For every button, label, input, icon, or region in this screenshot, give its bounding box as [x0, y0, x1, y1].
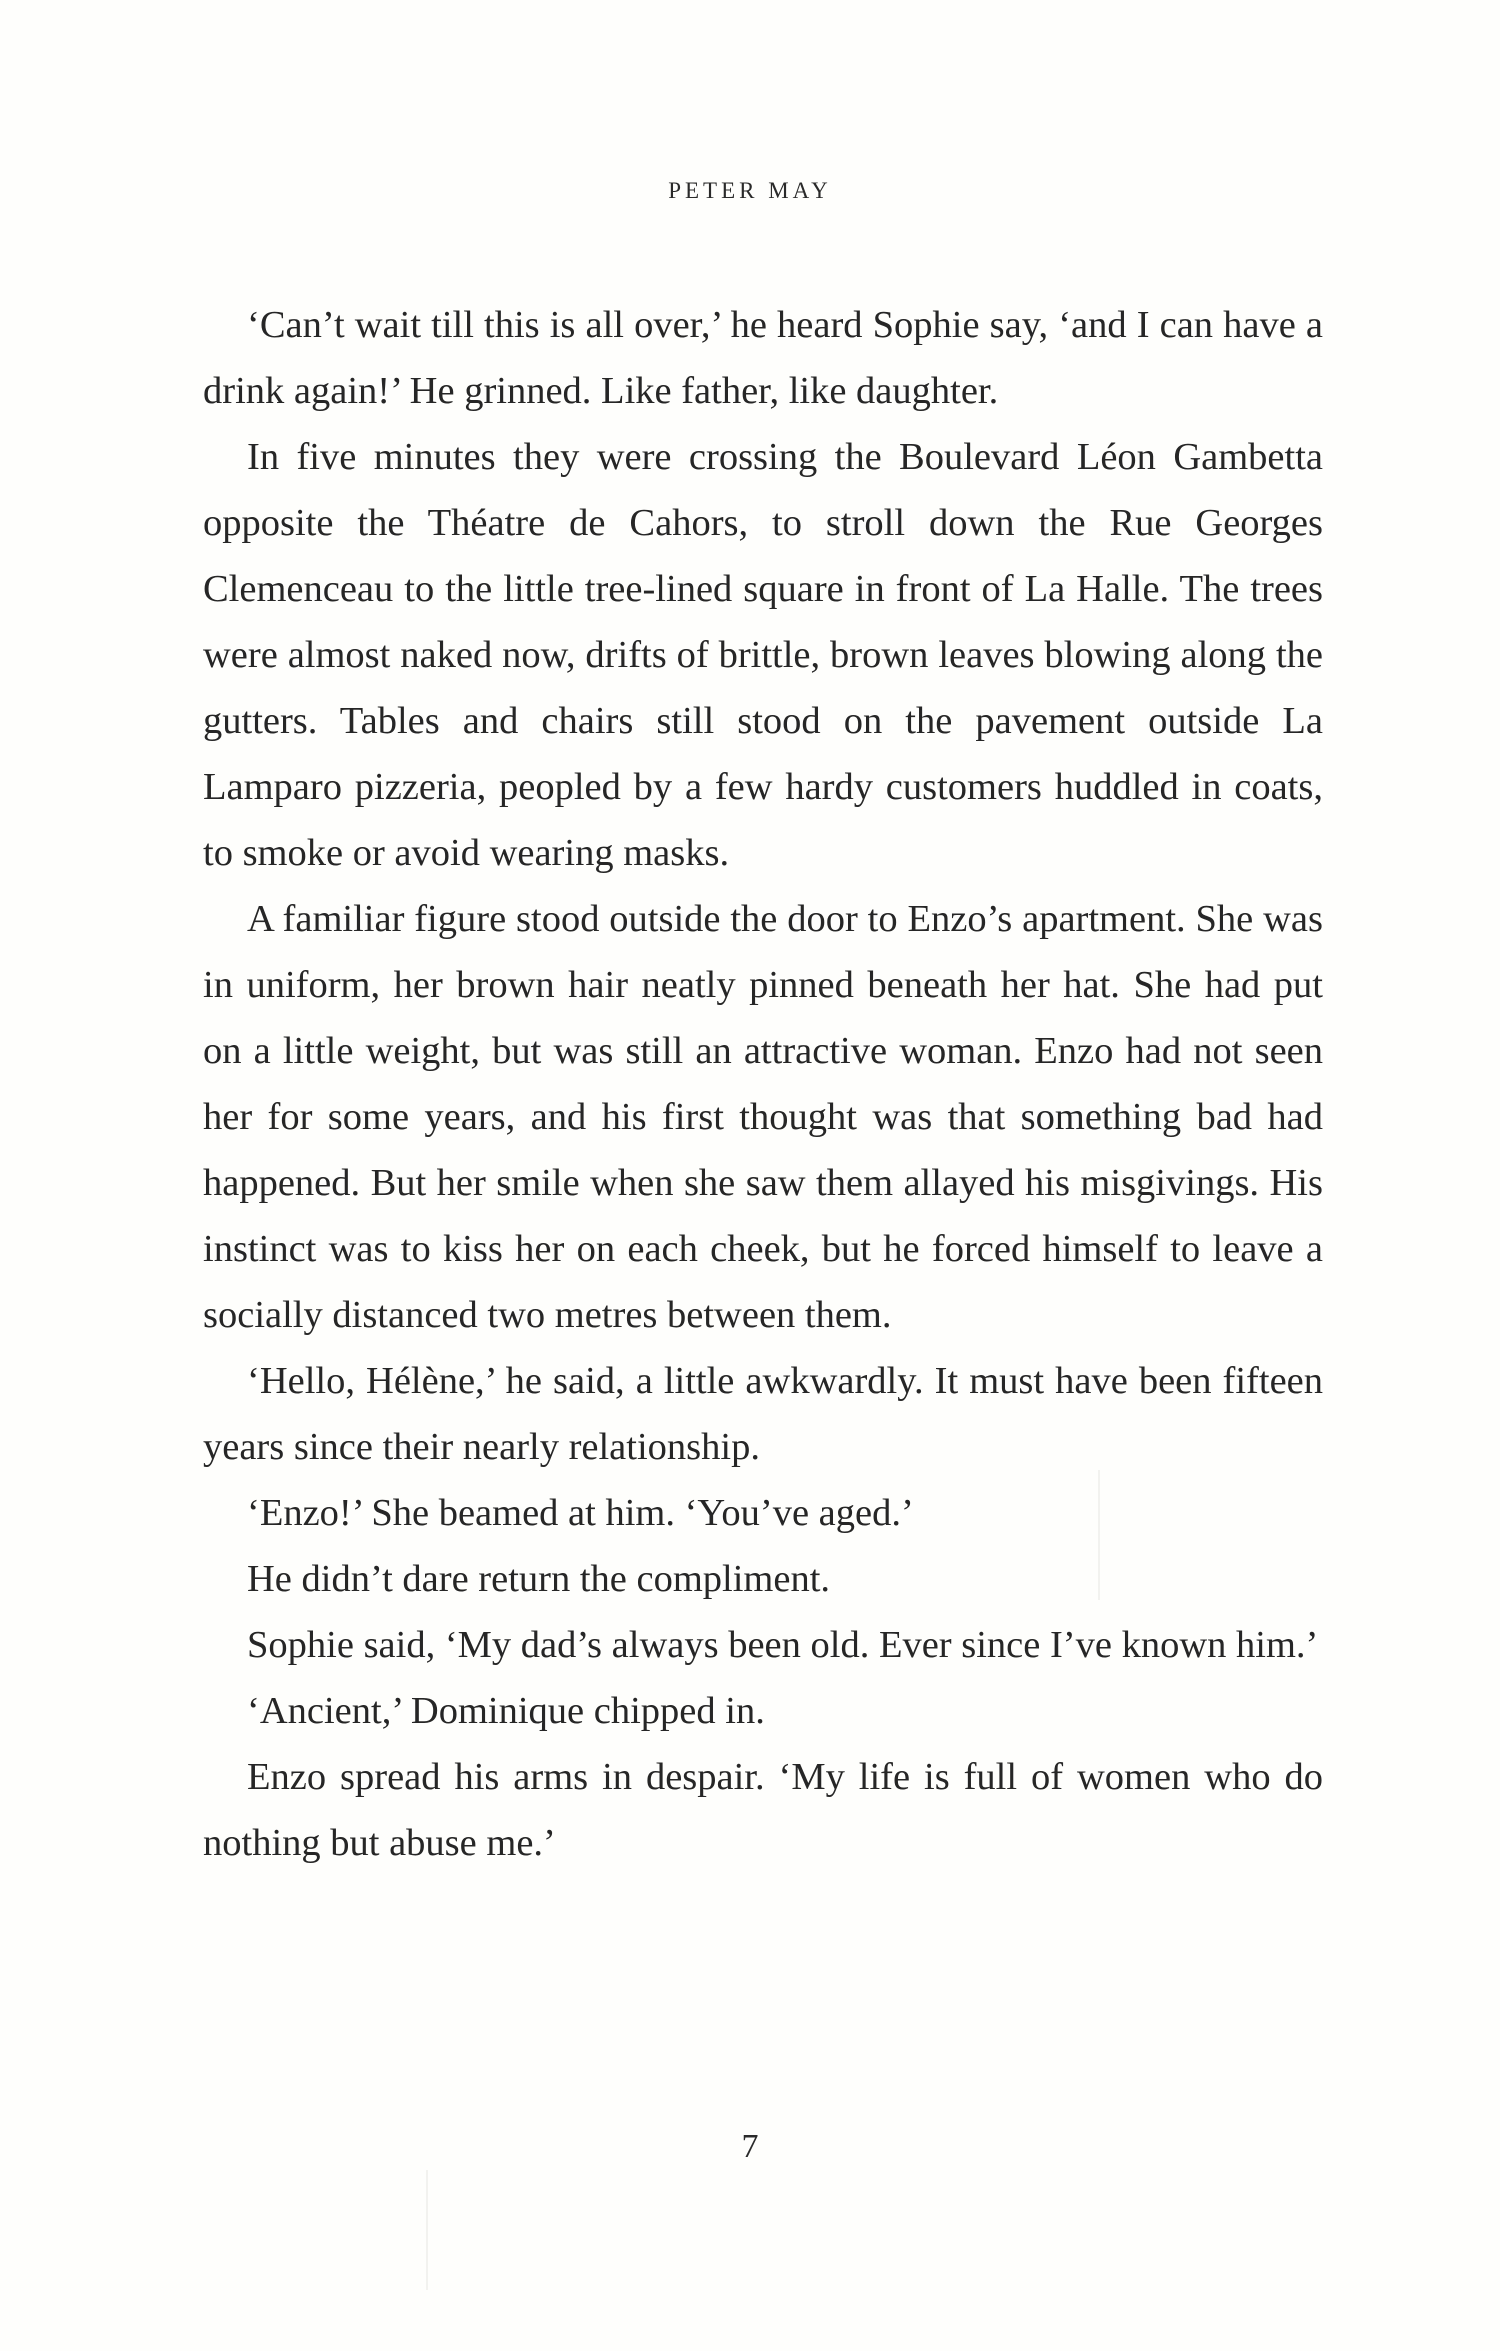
paragraph: ‘Enzo!’ She beamed at him. ‘You’ve aged.’ [247, 1492, 914, 1534]
paragraph: Enzo spread his arms in despair. ‘My life is full of women who do nothing but abuse me.’ [203, 1756, 1323, 1864]
paragraph: ‘Can’t wait till this is all over,’ he heard Sophie say, ‘and I can have a drink again!’ He grinned. Like father, like daughter. [203, 304, 1323, 412]
paragraph: He didn’t dare return the compliment. [247, 1558, 831, 1600]
body-text [203, 292, 1323, 1876]
scan-artifact-line [426, 2170, 428, 2290]
running-head-author: PETER MAY [668, 178, 832, 203]
page-number: 7 [741, 2128, 759, 2165]
paragraph: A familiar figure stood outside the door to Enzo’s apartment. She was in uniform, her brown hair neatly pinned beneath her hat. She had put on a little weight, but was still an attractive woman. Enzo had not seen her for some years, and his first thought was that something bad had happened. But her smile when she saw them allayed his misgivings. His instinct was to kiss her on each cheek, but he forced himself to leave a socially distanced two metres between them. [203, 898, 1323, 1336]
scan-artifact-line [1098, 1470, 1100, 1600]
paragraph: In five minutes they were crossing the Boulevard Léon Gambetta opposite the Théatre de Cahors, to stroll down the Rue Georges Clemenceau to the little tree-lined square in front of La Halle. The trees were almost naked now, drifts of brittle, brown leaves blowing along the gutters. Tables and chairs still stood on the pavement outside La Lamparo pizzeria, peopled by a few hardy customers huddled in coats, to smoke or avoid wearing masks. [203, 436, 1323, 874]
paragraph: ‘Ancient,’ Dominique chipped in. [247, 1690, 765, 1732]
paragraph: Sophie said, ‘My dad’s always been old. Ever since I’ve known him.’ [247, 1624, 1319, 1666]
paragraph: ‘Hello, Hélène,’ he said, a little awkwardly. It must have been fifteen years since their nearly relationship. [203, 1360, 1323, 1468]
